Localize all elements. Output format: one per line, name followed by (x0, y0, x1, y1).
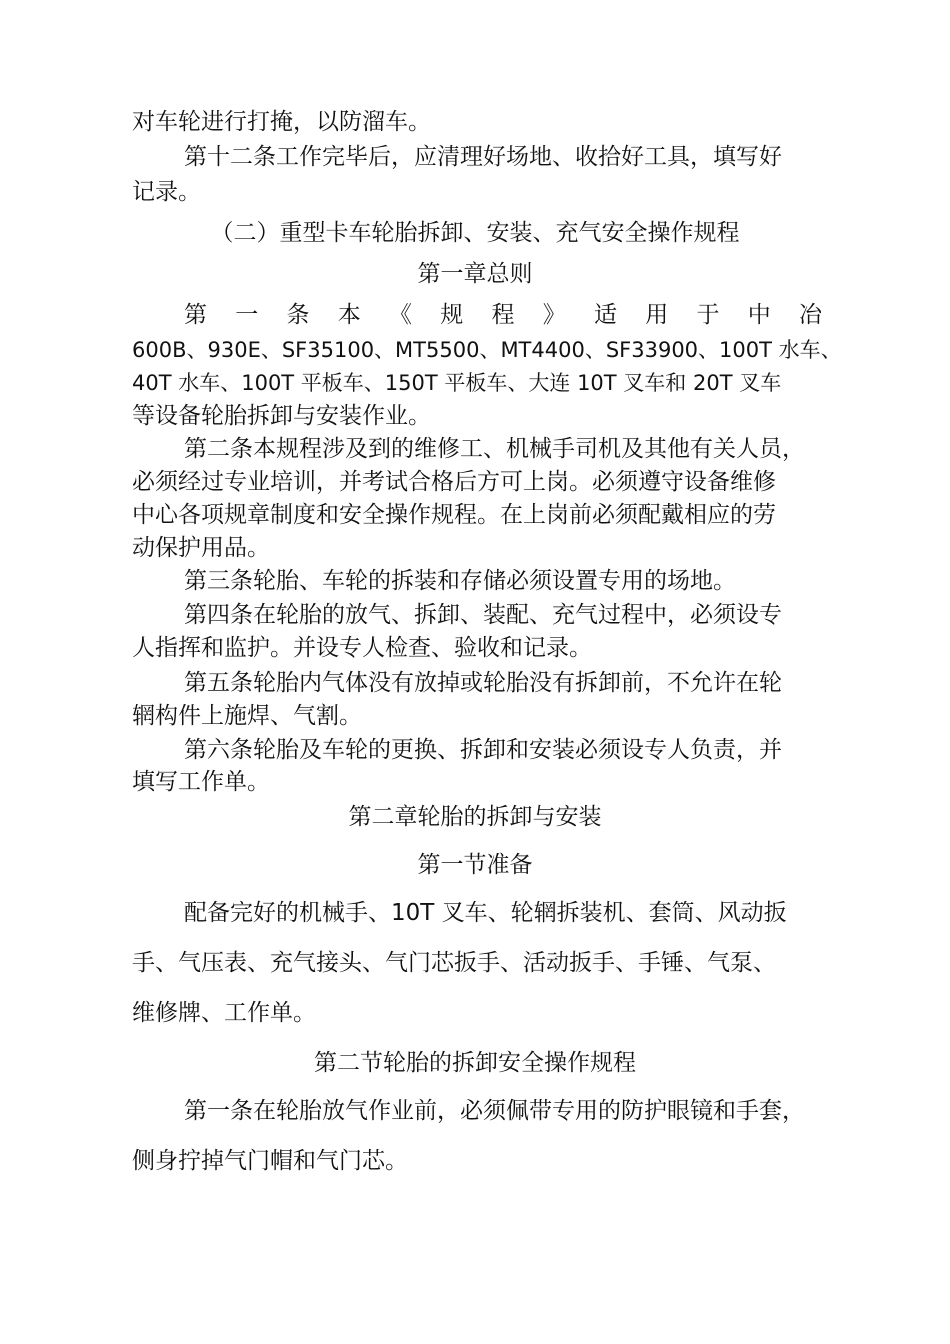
section-heading: （二）重型卡车轮胎拆卸、安装、充气安全操作规程 (210, 220, 740, 246)
text-line: 对车轮进行打掩，以防溜车。 (132, 109, 431, 135)
text-line: 第 一 条 本 《 规 程 》 适 用 于 中 冶 (184, 302, 822, 328)
text-line: 中心各项规章制度和安全操作规程。在上岗前必须配戴相应的劳 (132, 502, 776, 528)
text-line: 填写工作单。 (132, 769, 270, 795)
section-heading: 第二节轮胎的拆卸安全操作规程 (314, 1050, 636, 1076)
text-line: 第一条在轮胎放气作业前，必须佩带专用的防护眼镜和手套， (184, 1098, 805, 1124)
chapter-heading: 第二章轮胎的拆卸与安装 (348, 804, 602, 830)
text-line: 必须经过专业培训，并考试合格后方可上岗。必须遵守设备维修 (132, 469, 776, 495)
text-line: 配备完好的机械手、10T 叉车、轮辋拆装机、套筒、风动扳 (184, 900, 787, 926)
text-line: 动保护用品。 (132, 535, 270, 561)
text-line: 第五条轮胎内气体没有放掉或轮胎没有拆卸前，不允许在轮 (184, 670, 782, 696)
text-line: 第六条轮胎及车轮的更换、拆卸和安装必须设专人负责，并 (184, 737, 782, 763)
text-line: 第四条在轮胎的放气、拆卸、装配、充气过程中，必须设专 (184, 602, 782, 628)
text-line: 第十二条工作完毕后，应清理好场地、收拾好工具，填写好 (184, 144, 782, 170)
chapter-heading: 第一章总则 (417, 261, 533, 287)
text-line: 侧身拧掉气门帽和气门芯。 (132, 1148, 408, 1174)
text-line: 记录。 (132, 179, 201, 205)
text-line: 第二条本规程涉及到的维修工、机械手司机及其他有关人员， (184, 436, 805, 462)
section-heading: 第一节准备 (417, 852, 533, 878)
text-line: 辋构件上施焊、气割。 (132, 703, 362, 729)
text-line: 人指挥和监护。并设专人检查、验收和记录。 (132, 635, 592, 661)
text-line: 手、气压表、充气接头、气门芯扳手、活动扳手、手锤、气泵、 (132, 950, 776, 976)
text-line: 维修牌、工作单。 (132, 1000, 316, 1026)
text-line: 40T 水车、100T 平板车、150T 平板车、大连 10T 叉车和 20T 叉车 (132, 371, 782, 395)
text-line: 第三条轮胎、车轮的拆装和存储必须设置专用的场地。 (184, 568, 736, 594)
text-line: 等设备轮胎拆卸与安装作业。 (132, 403, 431, 429)
text-line: 600B、930E、SF35100、MT5500、MT4400、SF33900、100T 水车、 (132, 338, 842, 362)
